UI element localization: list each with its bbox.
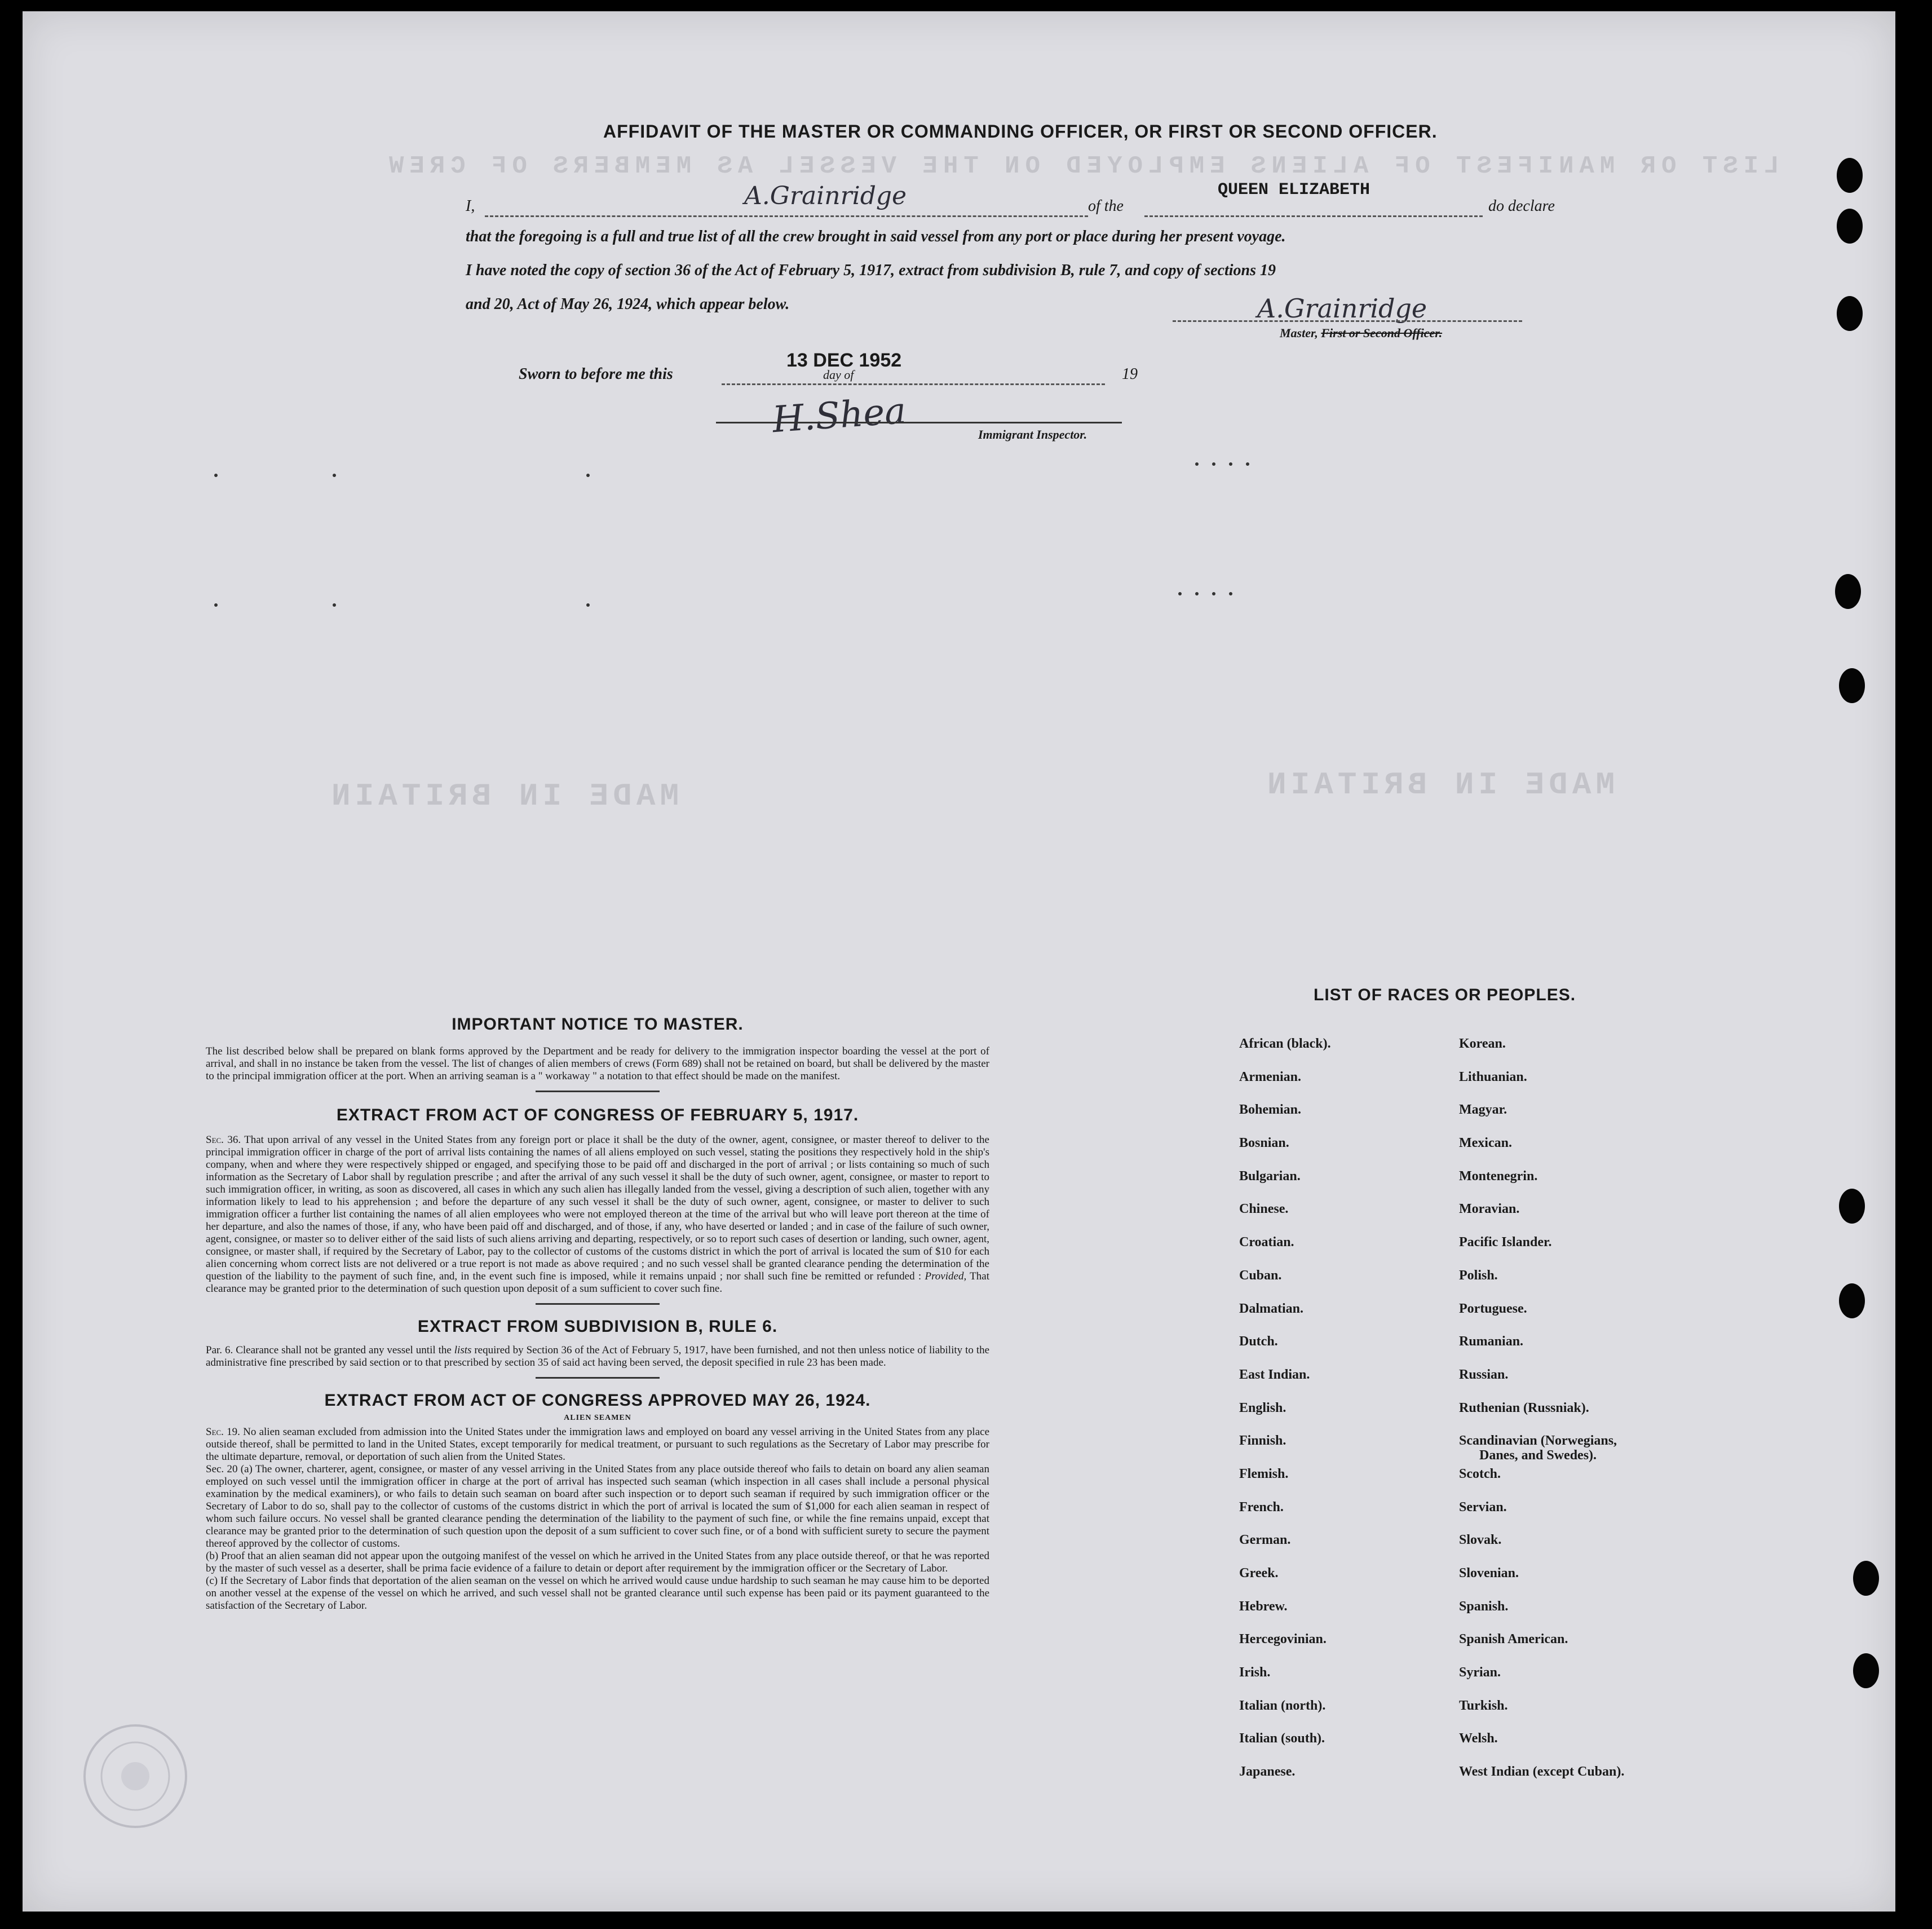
- notice-heading: IMPORTANT NOTICE TO MASTER.: [452, 1015, 744, 1034]
- race-item: Dalmatian.: [1239, 1301, 1303, 1316]
- race-item: Rumanian.: [1459, 1334, 1524, 1349]
- inspector-label: Immigrant Inspector.: [978, 427, 1087, 442]
- affidavit-of-the: of the: [1088, 197, 1124, 215]
- sworn-year: 19: [1122, 365, 1138, 383]
- faint-seal-icon: [79, 1720, 192, 1833]
- race-item: Magyar.: [1459, 1102, 1507, 1118]
- vessel-name: QUEEN ELIZABETH: [1218, 180, 1370, 200]
- race-item: Slovak.: [1459, 1533, 1502, 1548]
- date-stamp: 13 DEC 1952: [786, 350, 902, 371]
- race-item: Armenian.: [1239, 1069, 1301, 1084]
- race-item: Moravian.: [1459, 1202, 1520, 1217]
- extract-1917-heading: EXTRACT FROM ACT OF CONGRESS OF FEBRUARY 5, 1917.: [336, 1106, 859, 1124]
- bleed-through-title: LIST OR MANIFEST OF ALIENS EMPLOYED ON THE VESSEL AS MEMBERS OF CREW: [383, 152, 1779, 180]
- divider: [536, 1091, 660, 1092]
- race-item: Syrian.: [1459, 1665, 1501, 1680]
- inspector-signature-line: [716, 422, 1122, 423]
- race-item: Welsh.: [1459, 1731, 1498, 1746]
- affidavit-line-3: I have noted the copy of section 36 of the Act of February 5, 1917, extract from subdivision B, rule 7, and copy of sections 19: [466, 262, 1276, 279]
- sec-19-label: Sec. 19.: [206, 1426, 240, 1438]
- sworn-day-of: day of: [823, 368, 854, 382]
- affidavit-do-declare: do declare: [1488, 197, 1555, 215]
- signer-name-line: [485, 215, 1088, 217]
- notice-column: [206, 1015, 989, 1612]
- race-item: [1459, 1433, 1718, 1467]
- race-item: Portuguese.: [1459, 1301, 1527, 1316]
- affidavit-title: AFFIDAVIT OF THE MASTER OR COMMANDING OFFICER, OR FIRST OR SECOND OFFICER.: [603, 121, 1438, 142]
- race-item: African (black).: [1239, 1036, 1331, 1051]
- race-item: Chinese.: [1239, 1202, 1289, 1217]
- race-item: Servian.: [1459, 1499, 1507, 1515]
- race-item-continuation: Danes, and Swedes).: [1479, 1448, 1597, 1463]
- races-heading: LIST OF RACES OR PEOPLES.: [1314, 986, 1576, 1004]
- race-item-scandinavian: Scandinavian (Norwegians,: [1459, 1433, 1617, 1449]
- punch-hole-icon: [1839, 1189, 1865, 1224]
- race-item: Italian (north).: [1239, 1698, 1326, 1713]
- alien-seamen-subheading: ALIEN SEAMEN: [564, 1414, 631, 1422]
- race-item: Irish.: [1239, 1665, 1271, 1680]
- race-item: Montenegrin.: [1459, 1168, 1538, 1184]
- race-item: Greek.: [1239, 1566, 1279, 1581]
- race-item: Scotch.: [1459, 1466, 1501, 1481]
- races-left-column: [1239, 1036, 1442, 1798]
- race-item: Slovenian.: [1459, 1566, 1519, 1581]
- master-label-block: [1280, 326, 1442, 341]
- race-item: Flemish.: [1239, 1466, 1289, 1481]
- race-item: Turkish.: [1459, 1698, 1508, 1713]
- bleed-through-stamp-left: MADE IN BRITAIN: [327, 778, 679, 814]
- sec-19-text: No alien seaman excluded from admission into the United States under the immigration laws and employed on board any vessel arriving in the United States from any place outside thereof, shall be permitted to land in the United States, except temporarily for medical treatment, or pursuant to such regulations as the Secretary of Labor may prescribe for the ultimate departure, removal, or deportation of such alien from the United States.: [206, 1426, 990, 1463]
- sec-36-text: That upon arrival of any vessel in the United States from any foreign port or place it shall be the duty of the owner, agent, consignee, or master thereof to deliver to the principal immigration officer in charge of the port of arrival lists containing the names of all aliens employed on such vessel, stating the positions they respectively hold in the ship's company, when and where they were respectively shipped or engaged, and specifying those to be paid off and discharged in the port of arrival ; or lists containing so much of such information as the Secretary of Labor shall by regulation prescribe ; and after the arrival of any such vessel it shall be the duty of such owner, agent, consignee, or master to report to such immigration officer, in writing, as soon as discovered, all cases in which any such alien has illegally landed from the vessel, giving a description of such alien, together with any information likely to lead to his apprehension ; and before the departure of any such vessel it shall be the duty of such owner, agent, consignee, or master to deliver to such immigration officer a further list containing the names of all alien employees who were not employed thereon at the time of the arrival but who will leave port thereon at the time of her departure, and also the names of those, if any, who have been paid off and discharged, and of those, if any, who have deserted or landed ; and in case of the failure of such owner, agent, consignee, or master so to deliver either of the said lists of such aliens arriving and departing, respectively, or so to report such cases of desertion or landing, such owner, agent, consignee, or master shall, if required by the Secretary of Labor, pay to the collector of customs of the customs district in which the port of arrival is located the sum of $10 for each alien concerning whom correct lists are not delivered or a true report is not made as above required ; and no such vessel shall be granted clearance pending the determination of the question of the liability to the payment of such fine, and, in the event such fine is imposed, while it remains unpaid ; nor shall such fine be remitted or refunded :: [206, 1134, 989, 1282]
- sec-20a-body: Sec. 20 (a) The owner, charterer, agent, consignee, or master of any vessel arriving in the United States from any place outside thereof who fails to detain on board any alien seaman employed on such vessel until the immigration officer in charge at the port of arrival has inspected such seaman (which inspection in all cases shall include a personal physical examination by the medical examiners), or who fails to detain such seaman on board after such inspection or to deport such seaman if required by such immigration officer or the Secretary of Labor to do so, shall pay to the collector of customs of the customs district in which the port of arrival is located the sum of $1,000 for each alien seaman in respect of whom such failure occurs. No vessel shall be granted clearance pending the determination of the liability to the payment of such fine, or while the fine remains unpaid, except that clearance may be granted prior to the determination of such question upon the deposit of a sum sufficient to cover such fine, or of a bond with sufficient surety to secure the payment thereof approved by the collector of customs.: [206, 1463, 989, 1550]
- rule-6-heading: EXTRACT FROM SUBDIVISION B, RULE 6.: [417, 1317, 778, 1336]
- race-item: West Indian (except Cuban).: [1459, 1764, 1625, 1780]
- extract-1917-body: [206, 1134, 989, 1295]
- notice-body: The list described below shall be prepared on blank forms approved by the Department and be ready for delivery to the immigration inspector boarding the vessel at the port of arrival, and shall in no instance be taken from the vessel. The list of changes of alien members of crews (Form 689) shall not be retained on board, but shall be delivered by the master to the principal immigration officer at the port. When an arriving seaman is a " workaway " a notation to that effect should be made on the manifest.: [206, 1045, 989, 1082]
- punch-hole-icon: [1853, 1561, 1879, 1596]
- master-signature-line: [1173, 320, 1522, 322]
- race-item: Lithuanian.: [1459, 1069, 1527, 1084]
- race-item: Hebrew.: [1239, 1599, 1288, 1614]
- race-item: German.: [1239, 1533, 1291, 1548]
- race-item: Bohemian.: [1239, 1102, 1302, 1118]
- affidavit-line-4: and 20, Act of May 26, 1924, which appear below.: [466, 295, 790, 313]
- punch-hole-icon: [1837, 296, 1863, 331]
- divider: [536, 1303, 660, 1305]
- affidavit-line-2: that the foregoing is a full and true list of all the crew brought in said vessel from any port or place during her present voyage.: [466, 228, 1286, 245]
- race-item: Spanish American.: [1459, 1632, 1568, 1647]
- proviso-italic: Provided,: [925, 1270, 967, 1282]
- race-item: Japanese.: [1239, 1764, 1296, 1780]
- punch-hole-icon: [1835, 574, 1861, 609]
- races-right-column: [1459, 1036, 1718, 1798]
- race-item: Korean.: [1459, 1036, 1506, 1051]
- race-item: French.: [1239, 1499, 1284, 1515]
- race-item: Polish.: [1459, 1268, 1498, 1283]
- race-item: Bosnian.: [1239, 1136, 1289, 1151]
- vessel-name-line: [1144, 215, 1483, 217]
- rule-6-text-a: Clearance shall not be granted any vessel until the: [236, 1344, 452, 1356]
- sec-36-label: Sec. 36.: [206, 1134, 241, 1146]
- race-item: Ruthenian (Russniak).: [1459, 1400, 1589, 1415]
- sec-19-body: [206, 1426, 989, 1463]
- rule-6-text-b: required by Section 36 of the Act of February 5, 1917, have been furnished, and not then unless notice of liability to the administrative fine prescribed by said section or to that prescribed by section 35 of said act having been served, the deposit specified in rule 23 has been made.: [206, 1344, 990, 1369]
- inspector-signature: H.Shea: [771, 390, 908, 442]
- sworn-prefix: Sworn to before me this: [519, 365, 673, 383]
- punch-hole-icon: [1853, 1653, 1879, 1688]
- signer-signature: A.Grainridge: [744, 182, 907, 210]
- divider: [536, 1377, 660, 1379]
- punch-hole-icon: [1837, 158, 1863, 193]
- bleed-through-stamp-right: MADE IN BRITAIN: [1263, 767, 1615, 803]
- race-item: Italian (south).: [1239, 1731, 1325, 1746]
- extract-1924-heading: EXTRACT FROM ACT OF CONGRESS APPROVED MAY 26, 1924.: [324, 1391, 871, 1410]
- par-6-label: Par. 6.: [206, 1344, 233, 1356]
- race-item: Cuban.: [1239, 1268, 1282, 1283]
- punch-hole-icon: [1839, 668, 1865, 703]
- sec-20b-body: (b) Proof that an alien seaman did not appear upon the outgoing manifest of the vessel on which he arrived in the United States from any place outside thereof, or that he was reported by the master of such vessel as a deserter, shall be prima facie evidence of a failure to detain or deport after requirement by the immigration officer or the Secretary of Labor.: [206, 1550, 989, 1574]
- rule-6-italic: lists: [454, 1344, 472, 1356]
- sworn-date-line: [722, 383, 1105, 385]
- proviso-text: That clearance may be granted prior to the determination of such question upon deposit of a sum sufficient to cover such fine.: [206, 1270, 989, 1295]
- punch-hole-icon: [1839, 1283, 1865, 1318]
- race-item: Dutch.: [1239, 1334, 1278, 1349]
- race-item: Bulgarian.: [1239, 1168, 1301, 1184]
- master-label: Master,: [1280, 326, 1318, 340]
- race-item: Mexican.: [1459, 1136, 1512, 1151]
- race-item: Pacific Islander.: [1459, 1235, 1552, 1250]
- rule-6-body: [206, 1344, 989, 1369]
- race-item: Russian.: [1459, 1367, 1509, 1382]
- manifest-sheet: [23, 11, 1895, 1912]
- race-item: East Indian.: [1239, 1367, 1310, 1382]
- race-item: Spanish.: [1459, 1599, 1509, 1614]
- sec-20c-body: (c) If the Secretary of Labor finds that deportation of the alien seaman on the vessel on which he arrived would cause undue hardship to such seaman he may cause him to be deported on another vessel at the expense of the vessel on which he arrived, and such vessel shall not be granted clearance until such expense has been paid or its payment guaranteed to the satisfaction of the Secretary of Labor.: [206, 1575, 989, 1612]
- race-item: Finnish.: [1239, 1433, 1286, 1449]
- race-item: Hercegovinian.: [1239, 1632, 1327, 1647]
- race-item: Croatian.: [1239, 1235, 1294, 1250]
- punch-hole-icon: [1837, 209, 1863, 244]
- race-item: English.: [1239, 1400, 1286, 1415]
- master-signature: A.Grainridge: [1257, 293, 1427, 324]
- affidavit-i-label: I,: [466, 197, 475, 215]
- struck-officer-label: First or Second Officer.: [1321, 326, 1443, 340]
